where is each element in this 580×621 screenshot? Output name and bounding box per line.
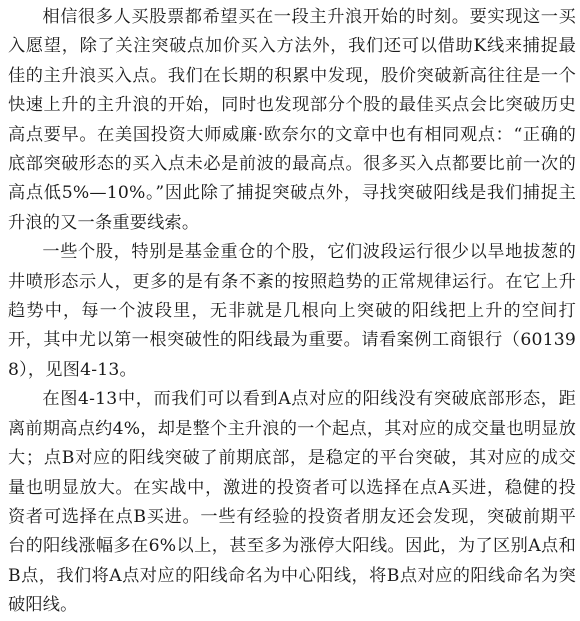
paragraph-2: 一些个股，特别是基金重仓的个股，它们波段运行很少以旱地拔葱的井喷形态示人，更多的是有条不紊的按照趋势的正常规律运行。在它上升趋势中，每一个波段里，无非就是几根向上突破的阳线把上升的空间打开，其中尤以第一根突破性的阳线最为重要。请看案例工商银行（601398），见图4-13。 — [8, 242, 576, 380]
document-body — [8, 3, 576, 621]
paragraph-3: 在图4-13中，而我们可以看到A点对应的阳线没有突破底部形态，距离前期高点约4%，却是整个主升浪的一个起点，其对应的成交量也明显放大；点B对应的阳线突破了前期底部，是稳定的平台突破，其对应的成交量也明显放大。在实战中，激进的投资者可以选择在点A买进，稳健的投资者可选择在点B买进。一些有经验的投资者朋友还会发现，突破前期平台的阳线涨幅多在6%以上，甚至多为涨停大阳线。因此，为了区别A点和B点，我们将A点对应的阳线命名为中心阳线，将B点对应的阳线命名为突破阳线。 — [8, 389, 576, 616]
paragraph-1: 相信很多人买股票都希望买在一段主升浪开始的时刻。要实现这一买入愿望，除了关注突破点加价买入方法外，我们还可以借助K线来捕捉最佳的主升浪买入点。我们在长期的积累中发现，股价突破新高往往是一个快速上升的主升浪的开始，同时也发现部分个股的最佳买点会比突破历史高点要早。在美国投资大师威廉·欧奈尔的文章中也有相同观点：“正确的底部突破形态的买入点未必是前波的最高点。很多买入点都要比前一次的高点低5%—10%。”因此除了捕捉突破点外，寻找突破阳线是我们捕捉主升浪的又一条重要线索。 — [8, 7, 576, 233]
